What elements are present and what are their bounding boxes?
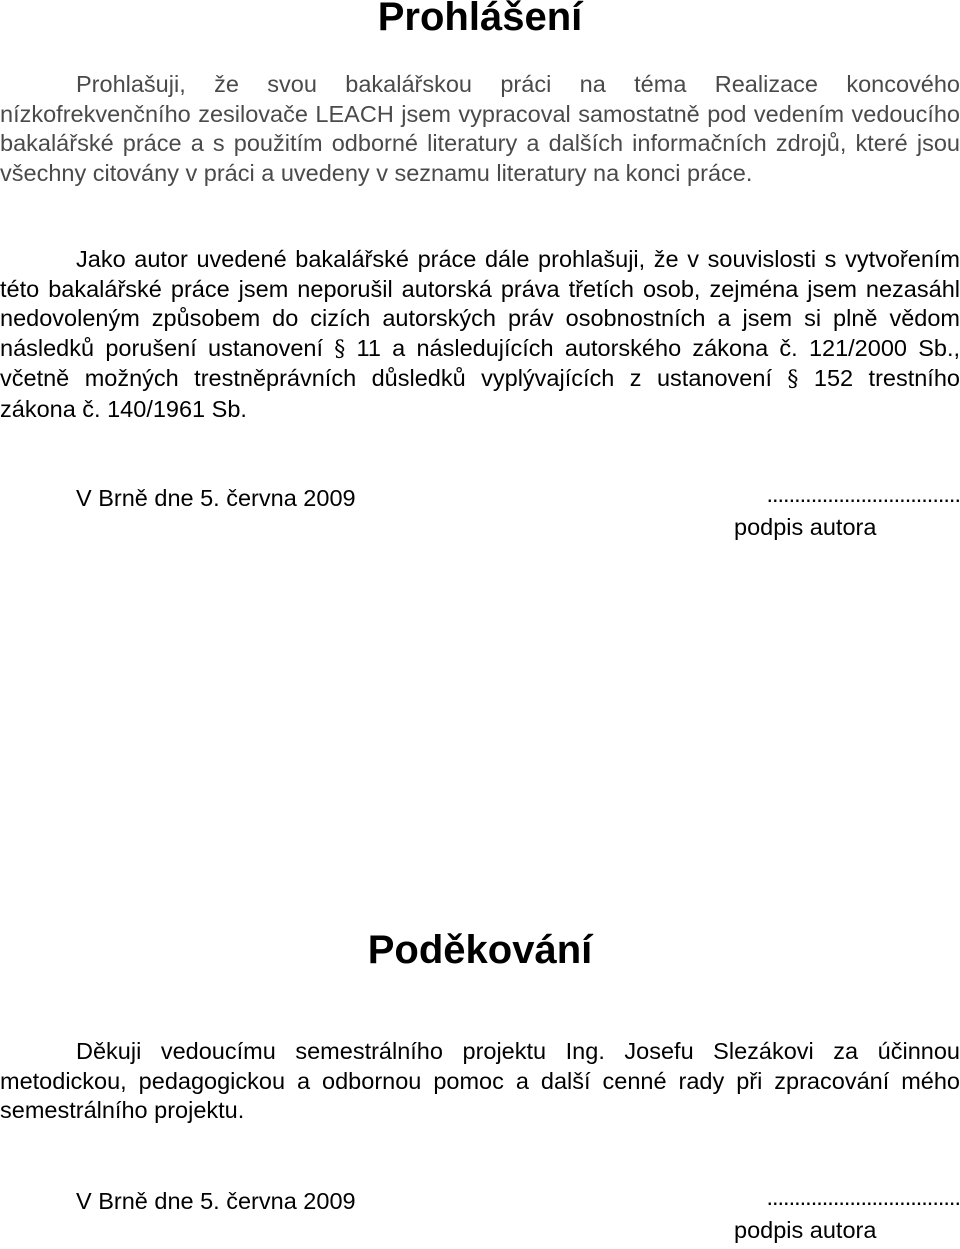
acknowledgement-paragraph: Děkuji vedoucímu semestrálního projektu Ing. Josefu Slezákovi za účinnou metodickou, pedagogickou a odbornou pomoc a další cenné rady při zpracování mého semestrálního projektu. (0, 1038, 960, 1123)
declaration-place-date: V Brně dne 5. června 2009 (76, 485, 356, 511)
section-sign-symbol: § (787, 367, 799, 392)
section-sign-symbol: § (334, 336, 346, 362)
declaration-title: Prohlášení (377, 0, 583, 39)
acknowledgement-signature-block (0, 1184, 960, 1247)
declaration-signature-block (0, 481, 960, 544)
declaration-paragraph-1: Prohlašuji, že svou bakalářskou práci na téma Realizace koncového nízkofrekvenčního zesilovače LEACH jsem vypracoval samostatně pod vedením vedoucího bakalářské práce a s použitím odborné literatury a dalších informačních zdrojů, které jsou všechny citovány v práci a uvedeny v seznamu literatury na konci práce. (0, 71, 960, 186)
acknowledgement-place-date: V Brně dne 5. června 2009 (76, 1188, 356, 1214)
declaration-signature-line: ................................... (766, 481, 960, 507)
declaration-signature-label: podpis autora (734, 514, 877, 540)
declaration-paragraph-2-text-b: 11 a následujících autorského zákona č. 121/2000 Sb., včetně možných trestněprávních důsledků vyplývajících z ustanovení (0, 334, 960, 391)
declaration-paragraph-2-text-a: Jako autor uvedené bakalářské práce dále prohlašuji, že v souvislosti s vytvořením této bakalářské práce jsem neporušil autorská práva třetích osob, zejména jsem nezasáhl nedovoleným způsobem do cizích autorských práv osobnostních a jsem si plně vědom následků porušení ustanovení (0, 246, 960, 361)
acknowledgement-title: Poděkování (367, 928, 593, 972)
declaration-paragraph-2-text-c: 152 trestního zákona č. 140/1961 Sb. (0, 365, 960, 422)
acknowledgement-signature-label: podpis autora (734, 1217, 877, 1243)
acknowledgement-signature-line: ................................... (766, 1184, 960, 1210)
declaration-paragraph-2 (0, 245, 960, 424)
